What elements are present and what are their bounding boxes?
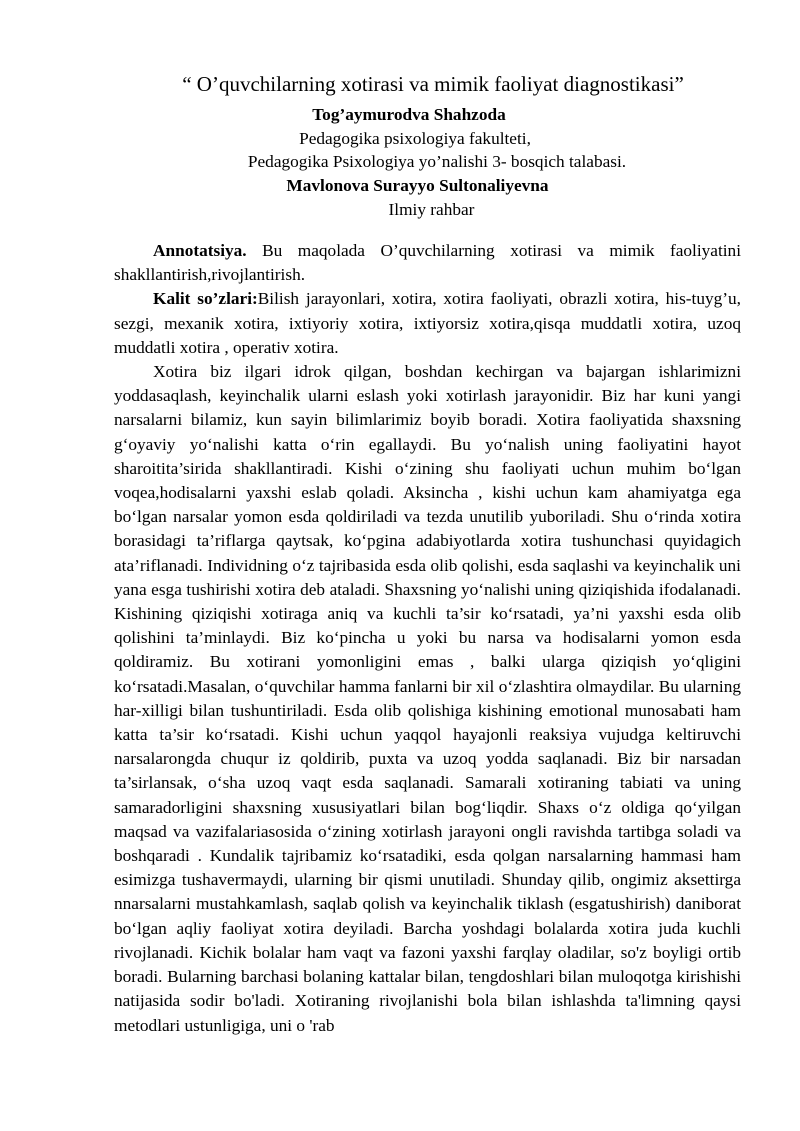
abstract-text: Bu maqolada O’quvchilarning xotirasi va mimik faoliyatini shakllantirish,rivojlantirish.	[114, 241, 741, 285]
supervisor-name: Mavlonova Surayyo Sultonaliyevna	[286, 176, 549, 195]
main-paragraph: Xotira biz ilgari idrok qilgan, boshdan kechirgan va bajargan ishlarimizni yoddasaqlash, keyinchalik ularni eslash yoki xotirlash jarayonidir. Biz har kuni yangi narsalarni bilamiz, kun sayin bilimlarimiz boyib boradi. Xotira faoliyatida shaxsning g‘oyaviy yo‘nalishi katta o‘rin egallaydi. Bu yo‘nalish uning faoliyatini hayot sharoitita’sirida shakllantiradi. Kishi o‘zining shu faoliyati uchun muhim bo‘lgan voqea,hodisalarni yaxshi eslab qoladi. Aksincha , kishi uchun kam ahamiyatga ega bo‘lgan narsalar yomon esda qoldiriladi va tezda unutilib yuboriladi. Shu o‘rinda xotira borasidagi ta’riflarga qaytsak, ko‘pgina adabiyotlarda xotira tushunchasi quyidagich ata’riflanadi. Individning o‘z tajribasida esda olib qolishi, esda saqlashi va keyinchalik uni yana esga tushirishi xotira deb ataladi. Shaxsning yo‘nalishi uning qiziqishida ifodalanadi. Kishining qiziqishi xotiraga aniq va kuchli ta’sir ko‘rsatadi, ya’ni yaxshi esda olib qolishini ta’minlaydi. Biz ko‘pincha u yoki bu narsa va hodisalarni yomon esda qoldiramiz. Bu xotirani yomonligini emas , balki ularga qiziqish yo‘qligini ko‘rsatadi.Masalan, o‘quvchilar hamma fanlarni bir xil o‘zlashtira olmaydilar. Bu ularning har-xilligi bilan tushuntiriladi. Esda olib qolishiga kishining emotional munosabati ham katta ta’sir ko‘rsatadi. Kishi uchun yaqqol hayajonli reaksiya vujudga keltiruvchi narsalarongda chuqur iz qoldirib, puxta va uzoq yodda saqlanadi. Biz bir narsadan ta’sirlansak, o‘sha uzoq vaqt esda saqlanadi. Samarali xotiraning tabiati va uning samaradorligini shaxsning xususiyatlari bilan bog‘liqdir. Shaxs o‘z oldiga qo‘yilgan maqsad va vazifalariasosida o‘zining xotirlash jarayoni ongli ravishda tartibga soladi va boshqaradi . Kundalik tajribamiz ko‘rsatadiki, esda qolgan narsalarning hammasi ham esimizga tushavermaydi, ularning bir qismi unutiladi. Shunday qilib, ongimiz aksettirga nnarsalarni mustahkamlash, saqlab qolish va keyinchalik tiklash (esgatushirish) daniborat bo‘lgan aqliy faoliyat xotira deyiladi. Barcha yoshdagi bolalarda xotira juda kuchli rivojlanadi. Kichik bolalar ham vaqt va fazoni yaxshi farqlay oladilar, so'z boyligi ortib boradi. Bularning barchasi bolaning kattalar bilan, tengdoshlari bilan muloqotga kirishishi natijasida sodir bo'ladi. Xotiraning rivojlanishi bola bilan ishlashda ta'limning qaysi metodlari ustunligiga, uni o 'rab	[114, 362, 741, 1035]
author-name: Tog’aymurodva Shahzoda	[312, 105, 506, 124]
paper-body	[114, 239, 741, 1038]
author-faculty: Pedagogika psixologiya fakulteti,	[299, 129, 531, 148]
paper-title: “ O’quvchilarning xotirasi va mimik faoliyat diagnostikasi”	[182, 72, 684, 96]
abstract-paragraph	[114, 239, 741, 287]
keywords-paragraph	[114, 287, 741, 360]
keywords-text: Bilish jarayonlari, xotira, xotira faoliyati, obrazli xotira, his-tuyg’u, sezgi, mexanik xotira, ixtiyoriy xotira, ixtiyorsiz xotira,qisqa muddatli xotira, uzoq muddatli xotira , operativ xotira.	[114, 289, 741, 357]
author-course: Pedagogika Psixologiya yo’nalishi 3- bosqich talabasi.	[247, 152, 627, 171]
abstract-label: Annotatsiya.	[153, 241, 247, 260]
supervisor-role: Ilmiy rahbar	[388, 200, 475, 219]
keywords-label: Kalit so’zlari:	[153, 289, 258, 309]
